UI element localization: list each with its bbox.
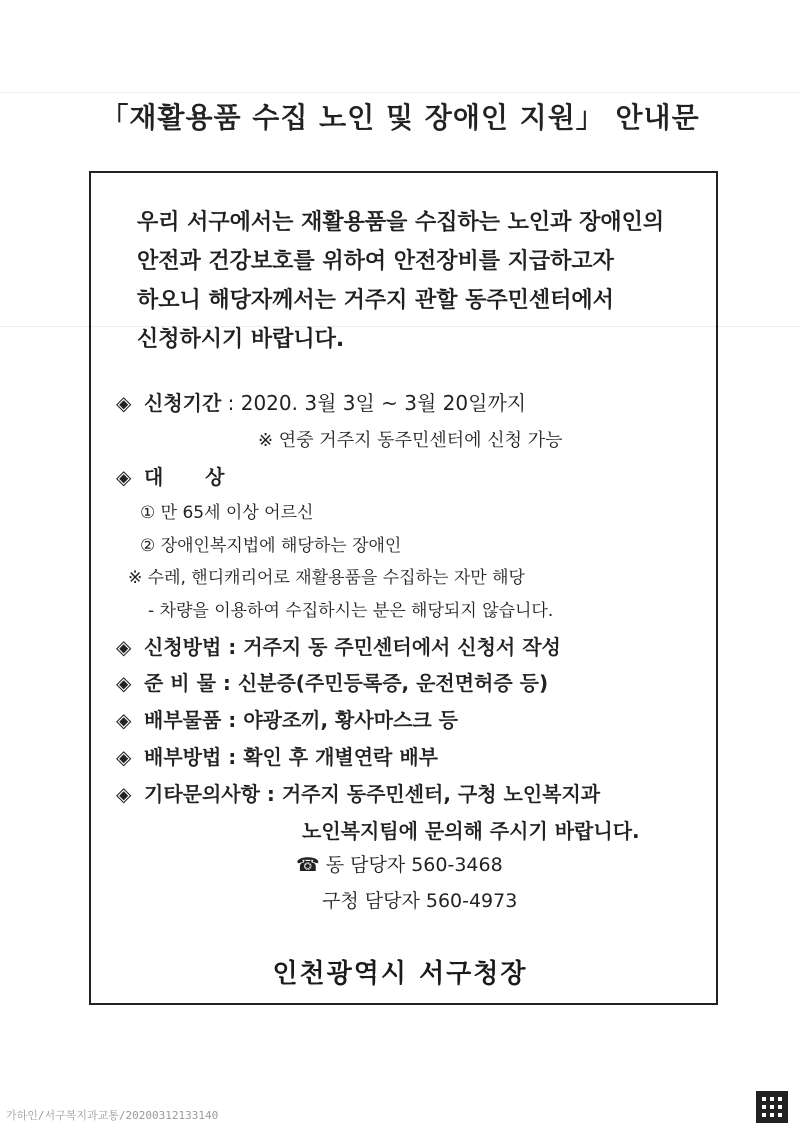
items-value: : 야광조끼, 황사마스크 등 — [221, 708, 458, 732]
diamond-icon: ◈ — [116, 782, 132, 806]
inquiry-value-2: 노인복지팀에 문의해 주시기 바랍니다. — [302, 819, 640, 843]
diamond-icon: ◈ — [116, 745, 132, 769]
diamond-icon: ◈ — [116, 671, 132, 695]
page-title: 「재활용품 수집 노인 및 장애인 지원」 안내문 — [100, 101, 700, 134]
diamond-icon: ◈ — [116, 465, 132, 489]
period-note: ※ 연중 거주지 동주민센터에 신청 가능 — [258, 430, 563, 451]
organization-signature: 인천광역시 서구청장 — [272, 959, 528, 989]
target-item: ① 만 65세 이상 어르신 — [140, 503, 314, 523]
target-note-2: - 차량을 이용하여 수집하시는 분은 해당되지 않습니다. — [148, 601, 554, 621]
method-row — [116, 631, 561, 660]
intro-paragraph — [137, 203, 664, 359]
footer-stamp: 가하인/서구복지과교통/20200312133140 — [6, 1109, 219, 1122]
intro-line: 우리 서구에서는 재활용품을 수집하는 노인과 장애인의 — [137, 210, 665, 235]
intro-line: 하오니 해당자께서는 거주지 관할 동주민센터에서 — [137, 288, 614, 313]
period-value: : 2020. 3월 3일 ~ 3월 20일까지 — [221, 391, 527, 415]
period-label: 신청기간 — [144, 391, 222, 415]
intro-line: 신청하시기 바랍니다. — [137, 327, 345, 352]
qr-code-icon — [756, 1091, 788, 1123]
inquiry-label: 기타문의사항 — [144, 782, 260, 806]
target-note: ※ 수레, 핸디캐리어로 재활용품을 수집하는 자만 해당 — [128, 568, 525, 588]
diamond-icon: ◈ — [116, 708, 132, 732]
prep-row — [116, 667, 548, 696]
phone-icon: ☎ — [296, 854, 326, 876]
diamond-icon: ◈ — [116, 635, 132, 659]
dist-method-value: : 확인 후 개별연락 배부 — [221, 745, 438, 769]
prep-value: : 신분증(주민등록증, 운전면허증 등) — [215, 671, 549, 695]
target-label: 대 상 — [144, 465, 225, 489]
period-row — [116, 387, 526, 416]
inquiry-value: : 거주지 동주민센터, 구청 노인복지과 — [259, 782, 601, 806]
intro-line: 안전과 건강보호를 위하여 안전장비를 지급하고자 — [137, 249, 614, 274]
contact-line-1 — [296, 850, 503, 877]
diamond-icon: ◈ — [116, 391, 132, 415]
target-row — [116, 461, 224, 490]
dist-method-label: 배부방법 — [144, 745, 222, 769]
method-value: : 거주지 동 주민센터에서 신청서 작성 — [221, 635, 561, 659]
method-label: 신청방법 — [144, 635, 222, 659]
target-item: ② 장애인복지법에 해당하는 장애인 — [140, 536, 402, 556]
contact-dong: 동 담당자 560-3468 — [325, 854, 503, 876]
items-label: 배부물품 — [144, 708, 222, 732]
prep-label: 준 비 물 — [144, 671, 216, 695]
inquiry-row — [116, 778, 600, 807]
dist-method-row — [116, 741, 438, 770]
items-row — [116, 704, 458, 733]
contact-gu: 구청 담당자 560-4973 — [322, 890, 518, 912]
